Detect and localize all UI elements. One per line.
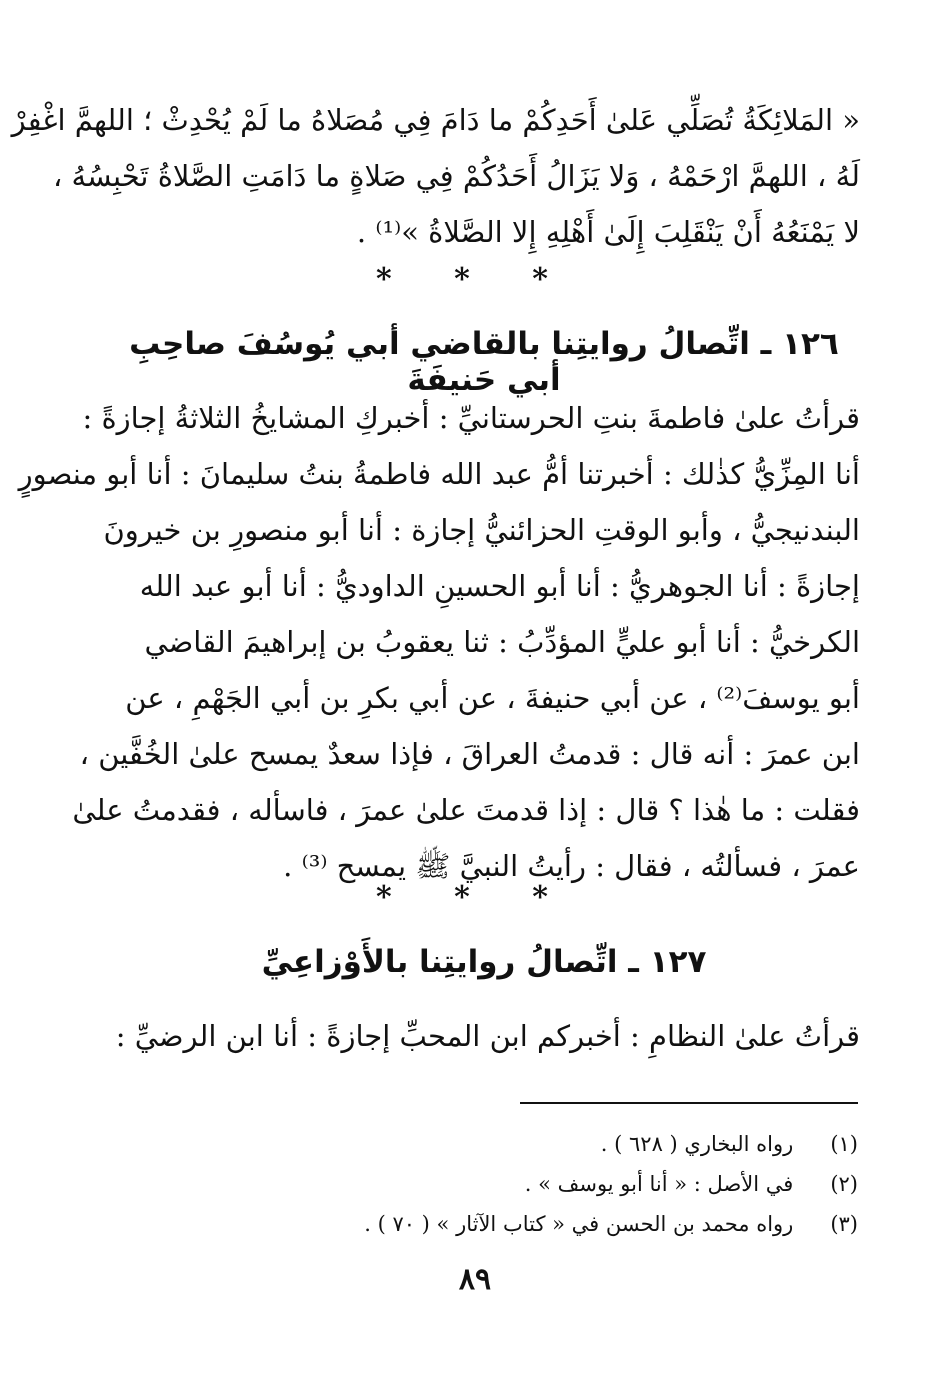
section-heading-127: ١٢٧ ـ اتِّصالُ روايتِنا بالأَوْزاعِيِّ: [261, 944, 707, 980]
text-line: فقلت : ما هٰذا ؟ قال : إذا قدمتَ علىٰ عمرَ ، فاسأله ، فقدمتُ علىٰ: [72, 793, 860, 827]
text-line: قرأتُ علىٰ فاطمةَ بنتِ الحرستانيِّ : أخبركِ المشايخُ الثلاثةُ إجازةً :: [82, 401, 860, 435]
section-separator: * * *: [376, 262, 574, 297]
text-line: أبو يوسفَ⁽²⁾ ، عن أبي حنيفةَ ، عن أبي بكرِ بن أبي الجَهْمِ ، عن: [125, 681, 860, 715]
footnote-divider: [520, 1102, 858, 1104]
paragraph-hadith: [11, 92, 860, 260]
text-line: قرأتُ علىٰ النظامِ : أخبركم ابن المحبِّ إجازةً : أنا ابن الرضيِّ :: [115, 1019, 860, 1053]
footnote-text: رواه البخاري ( ٦٢٨ ) .: [600, 1132, 794, 1156]
footnote-item: [158, 1204, 858, 1244]
text-line: ابن عمرَ : أنه قال : قدمتُ العراقَ ، فإذا سعدٌ يمسح علىٰ الخُفَّين ،: [79, 737, 860, 771]
footnote-number: (٢): [830, 1172, 858, 1196]
text-line: « المَلائِكَةُ تُصَلِّي عَلىٰ أَحَدِكُمْ ما دَامَ فِي مُصَلاهُ ما لَمْ يُحْدِثْ ؛ اللهمَّ اغْفِرْ: [11, 103, 860, 137]
text-line: أنا المِزِّيُّ كذٰلك : أخبرتنا أمُّ عبد الله فاطمةُ بنتُ سليمانَ : أنا أبو منصورٍ: [18, 457, 860, 491]
text-line: عمرَ ، فسألتُه ، فقال : رأيتُ النبيَّ ﷺ يمسح ⁽³⁾ .: [283, 849, 860, 883]
section-separator: * * *: [376, 880, 574, 915]
text-line: لَهُ ، اللهمَّ ارْحَمْهُ ، وَلا يَزَالُ أَحَدُكُمْ فِي صَلاةٍ ما دَامَتِ الصَّلاةُ تَحْبِسُهُ ،: [52, 159, 860, 193]
text-line: البندنيجيُّ ، وأبو الوقتِ الحزائنيُّ إجازة : أنا أبو منصورِ بن خيرونَ: [103, 513, 860, 547]
text-line: الكرخيُّ : أنا أبو عليٍّ المؤدِّبُ : ثنا يعقوبُ بن إبراهيمَ القاضي: [144, 625, 860, 659]
page-number: ٨٩: [458, 1262, 492, 1297]
text-line: إجازةً : أنا الجوهريُّ : أنا أبو الحسينِ الداوديُّ : أنا أبو عبد الله: [139, 569, 860, 603]
footnote-number: (٣): [830, 1212, 858, 1236]
section-heading-126: ١٢٦ ـ اتِّصالُ روايتِنا بالقاضي أبي يُوسُفَ صاحِبِ أبي حَنيفَةَ: [129, 326, 839, 398]
footnote-item: [158, 1164, 858, 1204]
footnote-text: رواه محمد بن الحسن في « كتاب الآثار » ( ٧٠ ) .: [364, 1212, 794, 1236]
paragraph-chain-127: [108, 1008, 860, 1064]
paragraph-chain-126: [18, 390, 860, 894]
footnote-item: [158, 1124, 858, 1164]
text-line: لا يَمْنَعُهُ أَنْ يَنْقَلِبَ إِلَىٰ أَهْلِهِ إِلا الصَّلاةُ »⁽¹⁾ .: [356, 215, 860, 249]
footnote-text: في الأصل : « أنا أبو يوسف » .: [524, 1172, 794, 1196]
footnote-number: (١): [830, 1132, 858, 1156]
footnotes: [158, 1124, 858, 1244]
